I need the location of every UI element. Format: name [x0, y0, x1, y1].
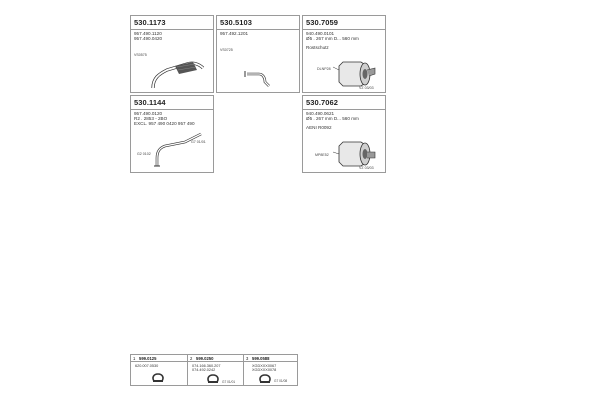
- exclusion-note: EXCL. 957 490 0420 957 490: [134, 121, 195, 126]
- part-card-530-7059: [302, 15, 386, 93]
- fitting-note: G7 01/01: [191, 140, 206, 144]
- fitting-note: VZ 03/03: [359, 166, 374, 170]
- accessory-cell: [187, 355, 243, 385]
- part-card-530-1173: [130, 15, 214, 93]
- card-divider: [131, 109, 213, 110]
- part-number: 530.7059: [306, 18, 339, 27]
- part-number: 530.1144: [134, 98, 166, 107]
- clamp-icon: [258, 374, 272, 385]
- fitting-note: VS0575: [134, 53, 147, 57]
- fitting-note: G2 0102: [137, 152, 151, 156]
- oe-number: 957.490.1120: [134, 31, 162, 36]
- muffler-drawing: [333, 134, 379, 170]
- oe-number: 620.007.0530: [135, 364, 159, 368]
- exhaust-pipe-drawing: [239, 68, 279, 90]
- card-divider: [303, 109, 385, 110]
- oe-number: 957.492.1201: [220, 31, 249, 36]
- position-number: 2: [190, 356, 193, 361]
- clamp-icon: [151, 372, 165, 384]
- part-number: 530.7062: [306, 98, 339, 107]
- cell-divider: [188, 361, 243, 362]
- dimension-spec: Ø5 . 267 mm D... 560 mm: [306, 116, 359, 121]
- oe-number: 940.490.0621: [306, 111, 335, 116]
- accessory-part-number: 599.0250: [196, 356, 214, 361]
- oe-number: XGDXXX0067: [252, 364, 277, 368]
- dimension-spec: Ø5 . 267 mm D... 560 mm: [306, 36, 359, 41]
- oe-number: 957.490.0120: [134, 111, 163, 116]
- cell-divider: [244, 361, 297, 362]
- exhaust-pipe-drawing: [145, 128, 207, 170]
- part-number: 530.1173: [134, 18, 166, 27]
- accessory-strip: [130, 354, 298, 386]
- fitting-spec: R2 . 2853 - 2BO: [134, 116, 168, 121]
- fitting-note: G7 01/08: [274, 379, 288, 383]
- accessory-cell: [243, 355, 297, 385]
- position-number: 1: [133, 356, 136, 361]
- card-divider: [131, 29, 213, 30]
- oe-number: XGDXXX0078: [252, 368, 277, 372]
- part-card-530-7062: [302, 95, 386, 173]
- accessory-part-number: 599.0125: [139, 356, 157, 361]
- part-card-530-5103: [216, 15, 300, 93]
- fitting-note: VS0725: [220, 48, 233, 52]
- remark: Rostschutz: [306, 45, 329, 50]
- part-card-530-1144: [130, 95, 214, 173]
- oe-number: 074.492.0242: [192, 368, 216, 372]
- fitting-note: G7 01/01: [222, 380, 236, 384]
- cell-divider: [131, 361, 187, 362]
- muffler-drawing: [333, 54, 379, 90]
- oe-number: 940.490.0101: [306, 31, 335, 36]
- clamp-icon: [206, 374, 220, 385]
- fitting-note: DLNP28: [317, 67, 331, 71]
- fitting-note: VZ 03/03: [359, 86, 374, 90]
- position-number: 3: [246, 356, 249, 361]
- exhaust-pipe-drawing: [147, 56, 209, 92]
- oe-number: 957.490.0420: [134, 36, 163, 41]
- remark: AENI R0092: [306, 125, 332, 130]
- part-number: 530.5103: [220, 18, 253, 27]
- card-divider: [217, 29, 299, 30]
- oe-number: 074.166.360.207: [192, 364, 221, 368]
- fitting-note: MP8E52: [315, 153, 329, 157]
- accessory-part-number: 599.0588: [252, 356, 270, 361]
- card-divider: [303, 29, 385, 30]
- accessory-cell: [131, 355, 187, 385]
